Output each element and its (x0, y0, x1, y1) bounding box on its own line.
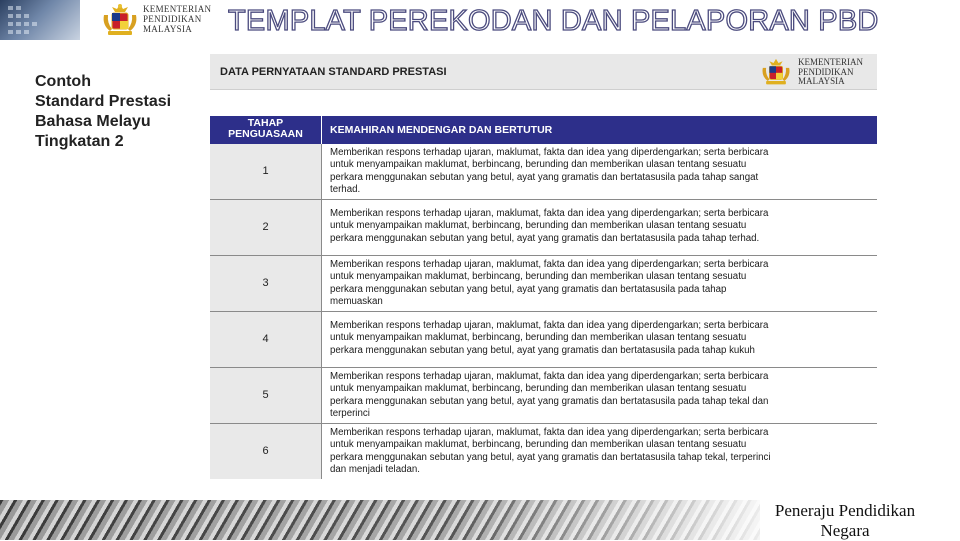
header-skill: KEMAHIRAN MENDENGAR DAN BERTUTUR (330, 124, 553, 136)
performance-standard-table (210, 116, 877, 480)
level-cell: 3 (210, 256, 321, 311)
top-bar (0, 0, 960, 40)
table-row (210, 368, 877, 424)
malaysia-coat-of-arms-icon (100, 3, 140, 37)
table-row (210, 312, 877, 368)
level-cell: 1 (210, 144, 321, 199)
table-row (210, 256, 877, 312)
table-row (210, 144, 877, 200)
header-level: TAHAP PENGUASAAN (228, 117, 303, 140)
description-cell: Memberikan respons terhadap ujaran, maklumat, fakta dan idea yang diperdengarkan; serta berbicara untuk menyampaikan maklumat, berbincang, berunding dan memberikan ulasan tentang sesuatu perkara menggunakan sebutan yang betul, ayat yang gramatis dan bertatasusila pada tahap memuaskan (330, 259, 769, 308)
level-cell: 4 (210, 312, 321, 367)
description-cell: Memberikan respons terhadap ujaran, maklumat, fakta dan idea yang diperdengarkan; serta berbicara untuk menyampaikan maklumat, berbincang, berunding dan memberikan ulasan tentang sesuatu perkara menggunakan sebutan yang betul, ayat yang gramatis dan bertatasusila pada tahap terhad. (330, 208, 769, 244)
description-cell: Memberikan respons terhadap ujaran, maklumat, fakta dan idea yang diperdengarkan; serta berbicara untuk menyampaikan maklumat, berbincang, berunding dan memberikan ulasan tentang sesuatu perkara menggunakan sebutan yang betul, ayat yang gramatis dan bertatasusila pada tahap kukuh (330, 320, 769, 356)
footer-decoration (0, 500, 760, 540)
level-cell: 5 (210, 368, 321, 423)
table-row (210, 424, 877, 480)
level-cell: 6 (210, 424, 321, 479)
document-preview (210, 54, 877, 485)
level-cell: 2 (210, 200, 321, 255)
side-caption: Contoh Standard Prestasi Bahasa Melayu Tingkatan 2 (35, 73, 172, 150)
document-header (210, 54, 877, 90)
description-cell: Memberikan respons terhadap ujaran, maklumat, fakta dan idea yang diperdengarkan; serta berbicara untuk menyampaikan maklumat, berbincang, berunding dan memberikan ulasan tentang sesuatu perkara menggunakan sebutan yang betul, ayat yang gramatis dan bertatasusila tahap tekal, terperinci dan menjadi teladan. (330, 427, 771, 476)
malaysia-coat-of-arms-icon (758, 58, 794, 86)
table-header (210, 116, 877, 144)
building-photo (0, 0, 80, 40)
document-ministry-name: KEMENTERIAN PENDIDIKAN MALAYSIA (798, 57, 863, 86)
table-row (210, 200, 877, 256)
description-cell: Memberikan respons terhadap ujaran, maklumat, fakta dan idea yang diperdengarkan; serta berbicara untuk menyampaikan maklumat, berbincang, berunding dan memberikan ulasan tentang sesuatu perkara menggunakan sebutan yang betul, ayat yang gramatis dan bertatasusila pada tahap sangat terhad. (330, 147, 769, 196)
page-title: TEMPLAT PEREKODAN DAN PELAPORAN PBD (228, 5, 879, 37)
description-cell: Memberikan respons terhadap ujaran, maklumat, fakta dan idea yang diperdengarkan; serta berbicara untuk menyampaikan maklumat, berbincang, berunding dan memberikan ulasan tentang sesuatu perkara menggunakan sebutan yang betul, ayat yang gramatis dan bertatasusila pada tahap tekal dan terperinci (330, 371, 769, 420)
ministry-name: KEMENTERIAN PENDIDIKAN MALAYSIA (143, 4, 212, 34)
document-title: DATA PERNYATAAN STANDARD PRESTASI (220, 66, 447, 78)
footer-tagline: Peneraju Pendidikan Negara (774, 501, 916, 540)
